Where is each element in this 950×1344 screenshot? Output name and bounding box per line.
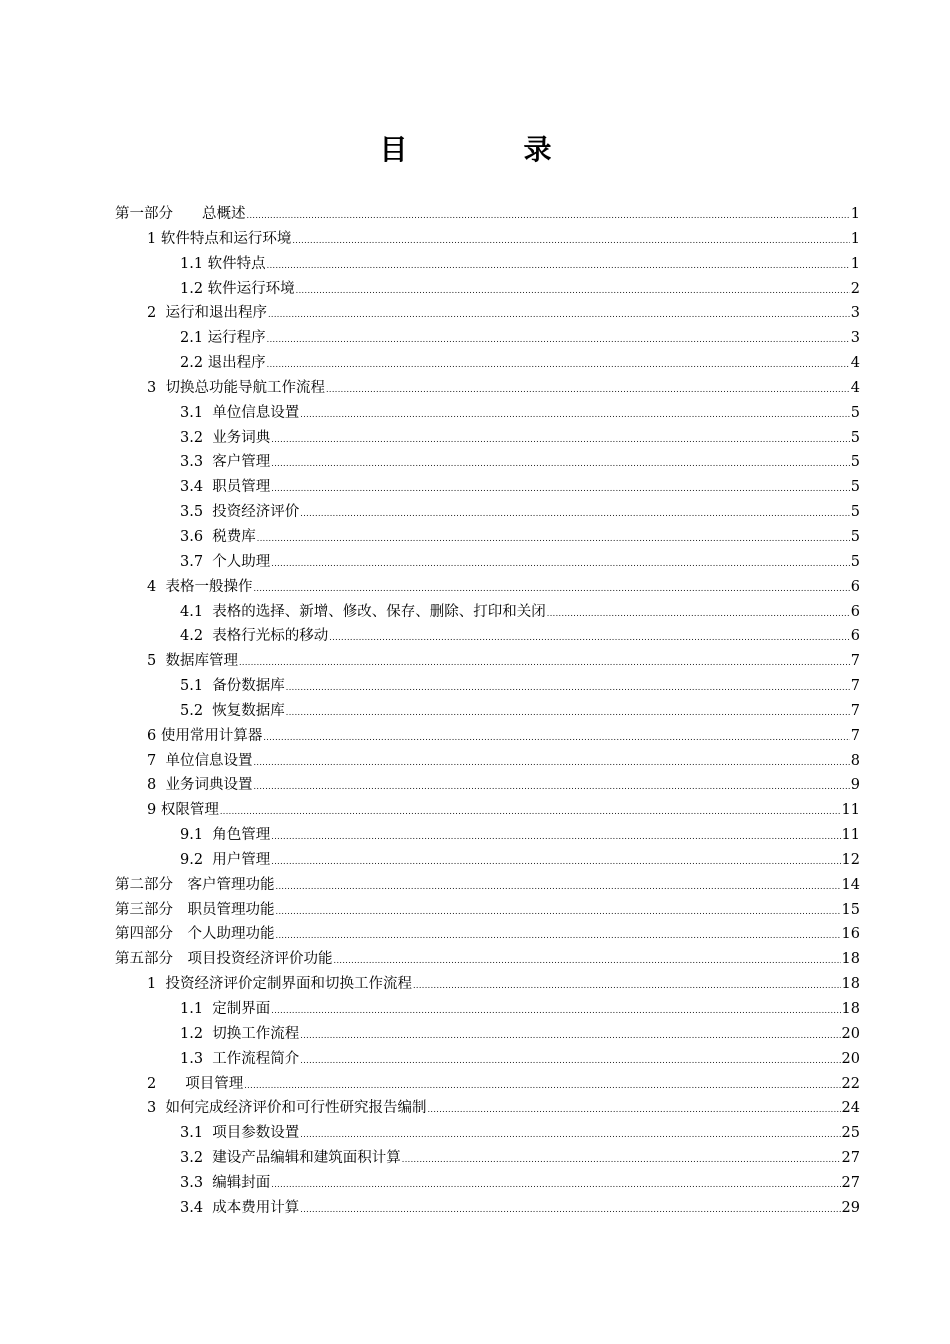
- toc-entry-page-number: 7: [850, 702, 860, 719]
- toc-entry[interactable]: [115, 674, 860, 699]
- toc-entry[interactable]: [115, 351, 860, 376]
- toc-dot-leader: [244, 1074, 840, 1099]
- toc-dot-leader: [271, 452, 849, 477]
- toc-entry[interactable]: [115, 1072, 860, 1097]
- toc-entry-page-number: 14: [841, 876, 860, 893]
- toc-entry-page-number: 8: [850, 752, 860, 769]
- toc-entry-label: 6 使用常用计算器: [147, 727, 263, 744]
- toc-entry-page-number: 22: [841, 1075, 860, 1092]
- toc-entry[interactable]: [115, 376, 860, 401]
- toc-entry-page-number: 5: [850, 429, 860, 446]
- toc-entry-label: 9.1 角色管理: [180, 827, 271, 844]
- toc-dot-leader: [286, 701, 850, 726]
- toc-entry-page-number: 29: [841, 1199, 860, 1216]
- toc-entry-label: 1 投资经济评价定制界面和切换工作流程: [147, 976, 412, 993]
- toc-dot-leader: [296, 279, 850, 304]
- toc-entry[interactable]: [115, 401, 860, 426]
- toc-entry-label: 3.5 投资经济评价: [180, 504, 300, 521]
- toc-entry[interactable]: [115, 1146, 860, 1171]
- toc-entry-page-number: 6: [850, 603, 860, 620]
- toc-entry-label: 1 软件特点和运行环境: [147, 230, 292, 247]
- toc-entry[interactable]: [115, 749, 860, 774]
- toc-dot-leader: [547, 602, 850, 627]
- toc-dot-leader: [271, 999, 840, 1024]
- toc-entry[interactable]: [115, 326, 860, 351]
- toc-entry[interactable]: [115, 997, 860, 1022]
- toc-entry-page-number: 6: [850, 578, 860, 595]
- toc-dot-leader: [427, 1098, 840, 1123]
- toc-entry-page-number: 18: [841, 951, 860, 968]
- toc-entry-label: 3.4 成本费用计算: [180, 1199, 300, 1216]
- toc-entry[interactable]: [115, 823, 860, 848]
- toc-entry-page-number: 16: [841, 926, 860, 943]
- toc-dot-leader: [271, 477, 849, 502]
- toc-entry-page-number: 18: [841, 976, 860, 993]
- toc-entry-label: 3.2 建设产品编辑和建筑面积计算: [180, 1150, 401, 1167]
- toc-entry-page-number: 7: [850, 727, 860, 744]
- toc-entry-label: 3.4 职员管理: [180, 479, 271, 496]
- toc-entry-label: 8 业务词典设置: [147, 777, 253, 794]
- toc-entry-label: 第二部分 客户管理功能: [115, 876, 275, 893]
- toc-entry-page-number: 5: [850, 504, 860, 521]
- toc-entry-label: 3.3 编辑封面: [180, 1174, 271, 1191]
- toc-entry-page-number: 4: [850, 379, 860, 396]
- table-of-contents: [115, 202, 860, 1221]
- toc-dot-leader: [257, 527, 850, 552]
- toc-entry[interactable]: [115, 252, 860, 277]
- toc-entry[interactable]: [115, 1171, 860, 1196]
- toc-dot-leader: [276, 924, 841, 949]
- toc-entry-page-number: 9: [850, 777, 860, 794]
- toc-entry-label: 3.1 单位信息设置: [180, 404, 300, 421]
- toc-entry-label: 4.1 表格的选择、新增、修改、保存、删除、打印和关闭: [180, 603, 546, 620]
- toc-dot-leader: [220, 800, 841, 825]
- toc-entry-label: 第四部分 个人助理功能: [115, 926, 275, 943]
- toc-entry[interactable]: [115, 475, 860, 500]
- toc-entry-page-number: 12: [841, 851, 860, 868]
- toc-entry[interactable]: [115, 898, 860, 923]
- toc-entry[interactable]: [115, 848, 860, 873]
- toc-entry-page-number: 7: [850, 653, 860, 670]
- toc-entry-label: 1.2 切换工作流程: [180, 1025, 300, 1042]
- toc-entry-label: 2.2 退出程序: [180, 355, 266, 372]
- toc-entry[interactable]: [115, 649, 860, 674]
- toc-entry-label: 3.2 业务词典: [180, 429, 271, 446]
- toc-entry-page-number: 5: [850, 404, 860, 421]
- toc-dot-leader: [267, 254, 850, 279]
- toc-entry-page-number: 3: [850, 330, 860, 347]
- toc-entry-label: 5.2 恢复数据库: [180, 702, 285, 719]
- toc-entry-label: 1.2 软件运行环境: [180, 280, 295, 297]
- toc-entry-page-number: 25: [841, 1125, 860, 1142]
- toc-entry-page-number: 18: [841, 1001, 860, 1017]
- toc-entry[interactable]: [115, 624, 860, 649]
- toc-entry[interactable]: [115, 1121, 860, 1146]
- toc-entry[interactable]: [115, 922, 860, 947]
- toc-entry[interactable]: [115, 575, 860, 600]
- toc-entry[interactable]: [115, 500, 860, 525]
- toc-entry[interactable]: [115, 550, 860, 575]
- toc-entry[interactable]: [115, 1022, 860, 1047]
- toc-dot-leader: [300, 1198, 840, 1223]
- toc-entry-label: 3.7 个人助理: [180, 553, 271, 570]
- toc-dot-leader: [271, 825, 840, 850]
- toc-entry-page-number: 3: [850, 305, 860, 322]
- toc-dot-leader: [267, 328, 850, 353]
- toc-entry-page-number: 24: [841, 1100, 860, 1117]
- toc-entry[interactable]: [115, 301, 860, 326]
- toc-entry-page-number: 2: [850, 280, 860, 297]
- toc-dot-leader: [300, 1123, 840, 1148]
- toc-dot-leader: [413, 974, 841, 999]
- toc-entry[interactable]: [115, 947, 860, 972]
- toc-entry-page-number: 5: [850, 553, 860, 570]
- toc-entry-label: 1.1 软件特点: [180, 255, 266, 272]
- toc-dot-leader: [239, 651, 850, 676]
- toc-entry[interactable]: [115, 873, 860, 898]
- toc-entry[interactable]: [115, 426, 860, 451]
- toc-entry-label: 第三部分 职员管理功能: [115, 901, 275, 918]
- toc-entry[interactable]: [115, 972, 860, 997]
- toc-dot-leader: [263, 726, 849, 751]
- toc-entry-label: 3 切换总功能导航工作流程: [147, 379, 325, 396]
- toc-entry-page-number: 20: [841, 1050, 860, 1067]
- toc-dot-leader: [334, 949, 841, 974]
- toc-entry-label: 5 数据库管理: [147, 653, 238, 670]
- toc-entry[interactable]: [115, 277, 860, 302]
- toc-entry-page-number: 11: [841, 802, 860, 819]
- toc-dot-leader: [300, 403, 849, 428]
- toc-entry[interactable]: [115, 1047, 860, 1072]
- toc-entry-label: 1.3 工作流程简介: [180, 1050, 300, 1067]
- toc-entry-label: 2 项目管理: [147, 1075, 244, 1092]
- page-title: 目 录: [379, 133, 596, 166]
- toc-entry-label: 1.1 定制界面: [180, 1001, 271, 1017]
- toc-dot-leader: [300, 502, 849, 527]
- toc-entry-page-number: 1: [850, 206, 860, 222]
- toc-entry-label: 2.1 运行程序: [180, 330, 266, 347]
- toc-entry-page-number: 1: [850, 255, 860, 272]
- toc-entry-page-number: 5: [850, 479, 860, 496]
- toc-entry-label: 4.2 表格行光标的移动: [180, 628, 329, 645]
- toc-entry-page-number: 20: [841, 1025, 860, 1042]
- toc-entry-page-number: 1: [850, 230, 860, 247]
- toc-dot-leader: [253, 577, 849, 602]
- toc-dot-leader: [271, 1173, 840, 1198]
- toc-entry-label: 2 运行和退出程序: [147, 305, 267, 322]
- toc-dot-leader: [267, 353, 850, 378]
- toc-entry-page-number: 6: [850, 628, 860, 645]
- toc-entry-label: 3 如何完成经济评价和可行性研究报告编制: [147, 1100, 427, 1117]
- toc-entry-label: 3.3 客户管理: [180, 454, 271, 471]
- toc-entry-page-number: 15: [841, 901, 860, 918]
- toc-entry-page-number: 5: [850, 528, 860, 545]
- toc-dot-leader: [286, 676, 850, 701]
- toc-dot-leader: [300, 1049, 840, 1074]
- toc-dot-leader: [268, 303, 850, 328]
- toc-entry-page-number: 27: [841, 1174, 860, 1191]
- toc-dot-leader: [276, 875, 841, 900]
- toc-entry[interactable]: [115, 1096, 860, 1121]
- toc-entry-label: 9.2 用户管理: [180, 851, 271, 868]
- toc-entry[interactable]: [115, 699, 860, 724]
- toc-entry[interactable]: [115, 724, 860, 749]
- toc-entry[interactable]: [115, 227, 860, 252]
- toc-entry-label: 4 表格一般操作: [147, 578, 253, 595]
- toc-entry-page-number: 4: [850, 355, 860, 372]
- toc-entry[interactable]: [115, 1196, 860, 1221]
- toc-entry-label: 3.1 项目参数设置: [180, 1125, 300, 1142]
- toc-entry[interactable]: [115, 525, 860, 550]
- toc-entry[interactable]: [115, 773, 860, 798]
- toc-entry-label: 3.6 税费库: [180, 528, 256, 545]
- toc-entry-label: 5.1 备份数据库: [180, 678, 285, 695]
- toc-dot-leader: [402, 1148, 841, 1173]
- toc-entry[interactable]: [115, 202, 860, 227]
- toc-dot-leader: [271, 552, 849, 577]
- toc-dot-leader: [247, 204, 850, 229]
- toc-entry[interactable]: [115, 450, 860, 475]
- toc-entry-page-number: 7: [850, 678, 860, 695]
- toc-dot-leader: [253, 775, 849, 800]
- toc-entry-page-number: 5: [850, 454, 860, 471]
- toc-entry-label: 第一部分 总概述: [115, 206, 246, 222]
- toc-entry[interactable]: [115, 798, 860, 823]
- toc-dot-leader: [326, 378, 850, 403]
- toc-entry-label: 9 权限管理: [147, 802, 219, 819]
- toc-dot-leader: [329, 626, 849, 651]
- toc-entry-label: 7 单位信息设置: [147, 752, 253, 769]
- toc-dot-leader: [300, 1024, 840, 1049]
- toc-entry-page-number: 27: [841, 1150, 860, 1167]
- toc-entry[interactable]: [115, 600, 860, 625]
- toc-dot-leader: [253, 751, 849, 776]
- toc-entry-label: 第五部分 项目投资经济评价功能: [115, 951, 333, 968]
- toc-dot-leader: [276, 900, 841, 925]
- toc-dot-leader: [271, 850, 840, 875]
- toc-dot-leader: [271, 428, 849, 453]
- toc-entry-page-number: 11: [841, 827, 860, 844]
- toc-dot-leader: [292, 229, 849, 254]
